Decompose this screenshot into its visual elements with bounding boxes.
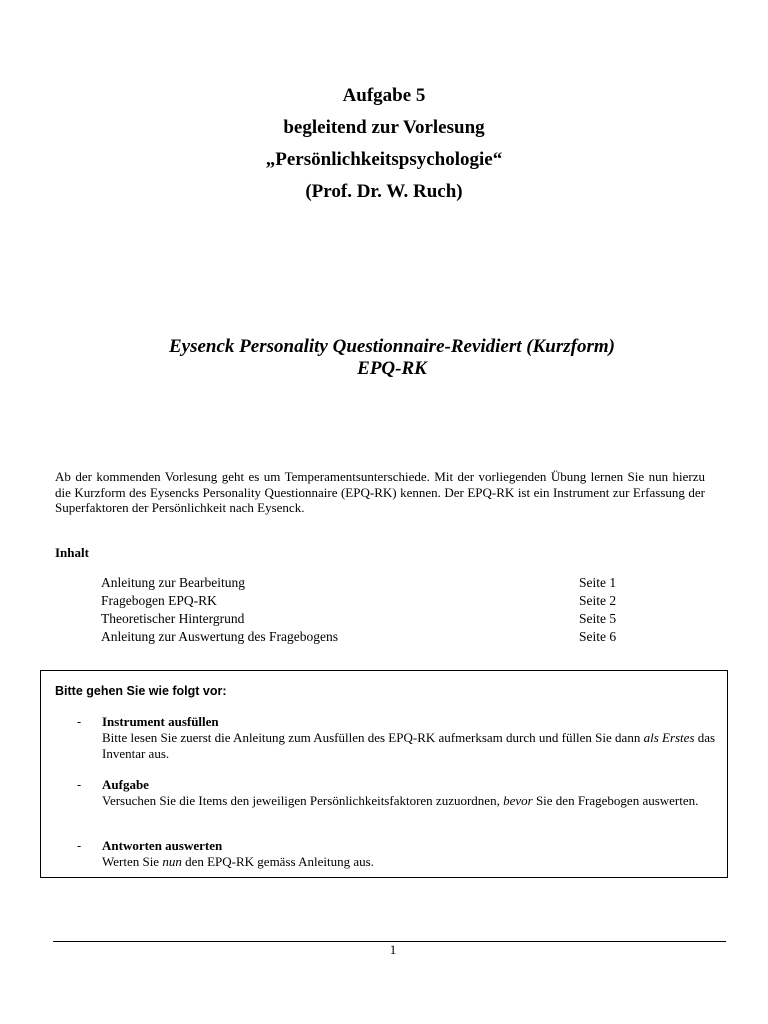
questionnaire-title	[0, 336, 768, 380]
header-professor: (Prof. Dr. W. Ruch)	[305, 181, 463, 202]
toc-item-label: Fragebogen EPQ-RK	[101, 593, 217, 608]
emphasis: bevor	[503, 793, 533, 808]
questionnaire-abbreviation: EPQ-RK	[357, 358, 427, 379]
toc-item-page: Seite 1	[579, 575, 617, 590]
bullet-dash: -	[77, 715, 82, 729]
step-text: Versuchen Sie die Items den jeweiligen Persönlichkeitsfaktoren zuzuordnen, bevor Sie den Fragebogen auswerten.	[102, 793, 699, 808]
instruction-step	[77, 777, 717, 809]
toc-row	[101, 610, 621, 628]
emphasis: nun	[162, 854, 182, 869]
instruction-step	[77, 714, 717, 762]
step-text: Werten Sie nun den EPQ-RK gemäss Anleitung aus.	[102, 854, 374, 869]
toc-row	[101, 574, 621, 592]
toc-item-page: Seite 6	[579, 629, 617, 644]
step-title: Aufgabe	[102, 777, 149, 792]
document-header	[0, 82, 768, 210]
toc-item-page: Seite 2	[579, 593, 617, 608]
table-of-contents	[101, 574, 621, 646]
step-title: Instrument ausfüllen	[102, 714, 219, 729]
header-course-line: begleitend zur Vorlesung	[283, 117, 485, 138]
instructions-heading: Bitte gehen Sie wie folgt vor:	[55, 684, 227, 698]
toc-item-page: Seite 5	[579, 611, 617, 626]
instruction-step	[77, 838, 717, 870]
questionnaire-full-name: Eysenck Personality Questionnaire-Revidiert (Kurzform)	[169, 336, 615, 357]
header-title: Aufgabe 5	[342, 85, 426, 106]
toc-row	[101, 592, 621, 610]
page-number: 1	[389, 942, 397, 957]
header-course-name: „Persönlichkeitspsychologie“	[265, 149, 503, 170]
toc-heading: Inhalt	[55, 545, 89, 560]
toc-item-label: Anleitung zur Auswertung des Fragebogens	[101, 629, 338, 644]
toc-item-label: Anleitung zur Bearbeitung	[101, 575, 245, 590]
instructions-box	[40, 670, 728, 878]
bullet-dash: -	[77, 839, 82, 853]
bullet-dash: -	[77, 778, 82, 792]
intro-paragraph: Ab der kommenden Vorlesung geht es um Temperamentsunterschiede. Mit der vorliegenden Übung lernen Sie nun hierzu die Kurzform des Eysencks Personality Questionnaire (EPQ-RK) kennen. Der EPQ-RK ist ein Instrument zur Erfassung der Superfaktoren der Persönlichkeit nach Eysenck.	[55, 469, 705, 515]
step-text: Bitte lesen Sie zuerst die Anleitung zum Ausfüllen des EPQ-RK aufmerksam durch und füllen Sie dann als Erstes das Inventar aus.	[102, 730, 716, 761]
step-title: Antworten auswerten	[102, 838, 223, 853]
toc-row	[101, 628, 621, 646]
toc-item-label: Theoretischer Hintergrund	[101, 611, 245, 626]
emphasis: als Erstes	[643, 730, 695, 745]
